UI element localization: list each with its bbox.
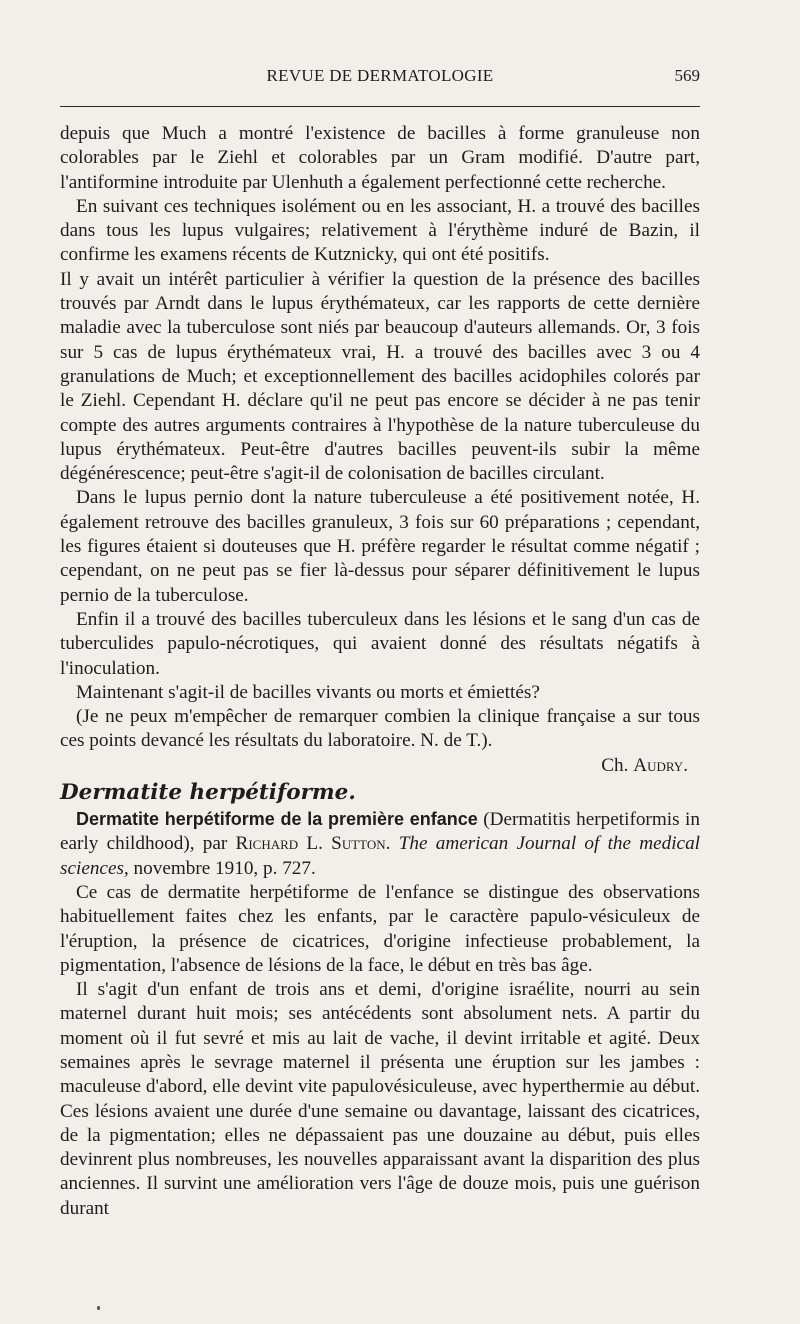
margin-speck — [97, 1306, 100, 1310]
paragraph: Maintenant s'agit-il de bacilles vivants ou morts et émiettés? — [76, 681, 540, 703]
body-text — [60, 122, 700, 1221]
article-title: Dermatite herpétiforme de la première enfance — [76, 809, 478, 830]
paragraph: depuis que Much a montré l'existence de bacilles à forme granuleuse non colorables par le Ziehl et colorables par un Gram modifié. D'autre part, l'antiformine introduite par Ulenhuth a également perfectionné cette recherche. — [60, 123, 700, 193]
paragraph: Enfin il a trouvé des bacilles tuberculeux dans les lésions et le sang d'un cas de tuberculides papulo-nécrotiques, qui avaient donné des résultats négatifs à l'inoculation. — [60, 608, 700, 679]
journal-name: The american Journal of the medical sciences, — [60, 833, 701, 879]
paragraph: En suivant ces techniques isolément ou en les associant, H. a trouvé des bacilles dans tous les lupus vulgaires; relativement à l'érythème induré de Bazin, il confirme les examens récents de Kutznicky, qui ont été positifs. — [60, 195, 700, 266]
article-author: Richard L. Sutton. — [235, 833, 391, 855]
page-header — [60, 66, 700, 90]
page-number: 569 — [674, 66, 700, 85]
article-reference — [60, 807, 700, 881]
signature-prefix: Ch. — [601, 754, 634, 776]
citation-date: novembre 1910, p. 727. — [128, 857, 316, 879]
paragraph: Ce cas de dermatite herpétiforme de l'enfance se distingue des observations habituellement faites chez les enfants, par le caractère papulo-vésiculeux de l'éruption, la présence de cicatrices, d'origine infectieuse probablement, la pigmentation, l'absence de lésions de la face, le début en très bas âge. — [60, 881, 700, 976]
section-title: Dermatite herpétiforme. — [60, 780, 356, 806]
running-title: REVUE DE DERMATOLOGIE — [266, 66, 494, 85]
article-title-rest: (Dermatitis herpetiformis in early childhood), par — [60, 809, 700, 855]
paragraph: Il y avait un intérêt particulier à vérifier la question de la présence des bacilles trouvés par Arndt dans le lupus érythémateux, car les rapports de cette dernière maladie avec la tuberculose sont niés par beaucoup d'auteurs allemands. Or, 3 fois sur 5 cas de lupus érythémateux vrai, H. a trouvé des bacilles avec 3 ou 4 granulations de Much; et exceptionnellement des bacilles acidophiles colorés par le Ziehl. Cependant H. déclare qu'il ne peut pas encore se décider à ne pas tenir compte des autres arguments contraires à l'hypothèse de la nature tuberculeuse du lupus érythémateux. Peut-être d'autres bacilles peuvent-ils subir la même dégénérescence; peut-être s'agit-il de colonisation de bacilles circulant. — [60, 268, 700, 485]
paragraph: (Je ne peux m'empêcher de remarquer combien la clinique française a sur tous ces points devancé les résultats du laboratoire. N. de T.). — [60, 706, 700, 752]
paragraph: Dans le lupus pernio dont la nature tuberculeuse a été positivement notée, H. également retrouve des bacilles granuleux, 3 fois sur 60 préparations ; cependant, les figures étaient si douteuses que H. préfère regarder le résultat comme négatif ; cependant, on ne peut pas se fier là-dessus pour séparer définitivement le lupus pernio de la tuberculose. — [60, 487, 700, 606]
header-rule — [60, 106, 700, 107]
signature-name: Audry. — [633, 754, 688, 776]
paragraph: Il s'agit d'un enfant de trois ans et demi, d'origine israélite, nourri au sein maternel durant huit mois; ses antécédents sont absolument nets. A partir du moment où il fut sevré et mis au lait de vache, il devint irritable et agité. Deux semaines après le sevrage maternel il présenta une éruption sur les jambes : maculeuse d'abord, elle devint vite papulovésiculeuse, avec hyperthermie au début. Ces lésions avaient une durée d'une semaine ou davantage, laissant des cicatrices, de la pigmentation; elles ne dépassaient pas une douzaine au début, puis elles devinrent plus nombreuses, les nouvelles apparaissant avant la disparition des plus anciennes. Il survint une amélioration vers l'âge de douze mois, puis une guérison durant — [60, 979, 700, 1219]
signature — [60, 754, 700, 778]
